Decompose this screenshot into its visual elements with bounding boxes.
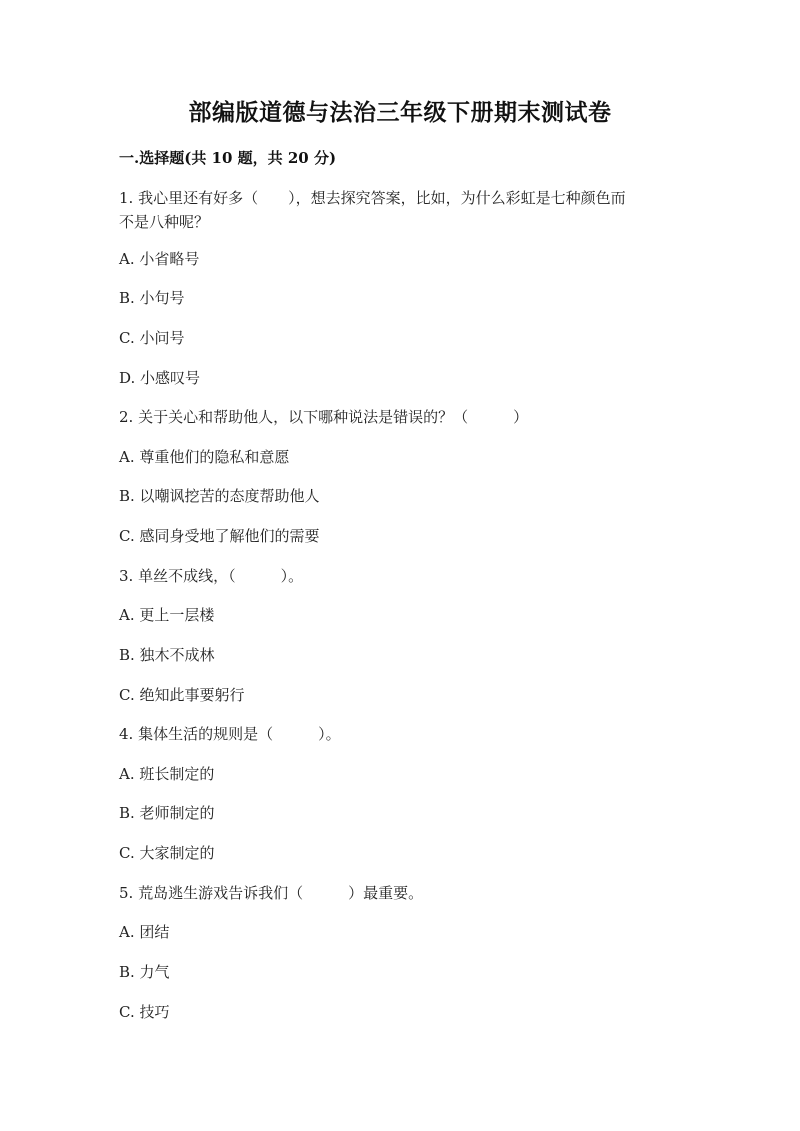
question-3-option-a: A. 更上一层楼 [119,606,215,624]
question-3-option-c: C. 绝知此事要躬行 [119,686,245,704]
question-5-stem: 5. 荒岛逃生游戏告诉我们（ ）最重要。 [119,884,424,902]
page-title: 部编版道德与法治三年级下册期末测试卷 [188,99,612,126]
question-4-option-a: A. 班长制定的 [119,765,215,783]
question-1-option-d: D. 小感叹号 [119,369,201,387]
question-1-option-c: C. 小问号 [119,329,185,347]
question-4-option-b: B. 老师制定的 [119,804,215,822]
question-4-stem: 4. 集体生活的规则是（ ）。 [119,725,341,743]
question-2-stem: 2. 关于关心和帮助他人，以下哪种说法是错误的？（ ） [119,408,529,426]
question-5-option-b: B. 力气 [119,963,170,981]
question-1-stem: 1. 我心里还有好多（ ），想去探究答案，比如，为什么彩虹是七种颜色而 [119,189,626,207]
question-1-option-b: B. 小句号 [119,289,185,307]
question-5-option-c: C. 技巧 [119,1003,170,1021]
question-3-option-b: B. 独木不成林 [119,646,215,664]
question-2-option-a: A. 尊重他们的隐私和意愿 [119,448,290,466]
question-5-option-a: A. 团结 [119,923,170,941]
section-heading: 一.选择题(共 10 题，共 20 分) [119,149,337,167]
question-1-stem-cont: 不是八种呢？ [119,213,210,231]
question-3-stem: 3. 单丝不成线，（ ）。 [119,567,304,585]
question-2-option-c: C. 感同身受地了解他们的需要 [119,527,320,545]
question-4-option-c: C. 大家制定的 [119,844,215,862]
question-1-option-a: A. 小省略号 [119,250,200,268]
question-2-option-b: B. 以嘲讽挖苦的态度帮助他人 [119,487,320,505]
